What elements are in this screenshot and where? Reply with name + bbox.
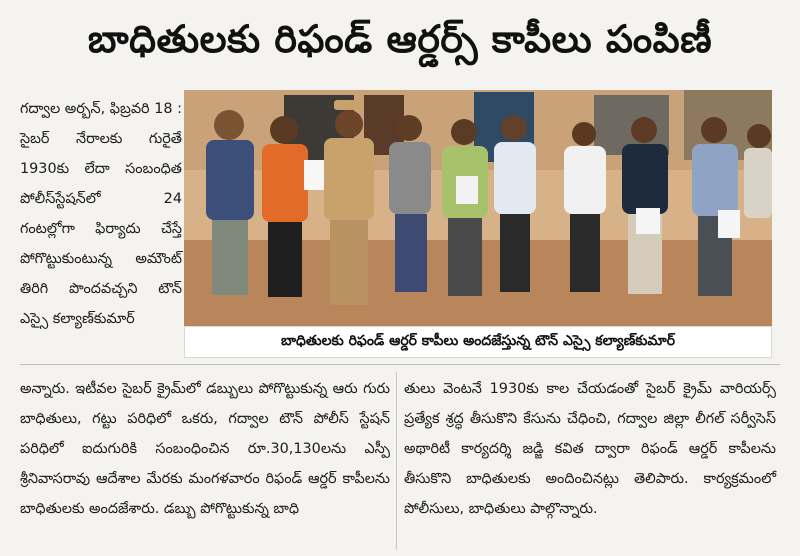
person-10 <box>744 124 772 218</box>
group-photo-illustration <box>184 90 772 326</box>
article-paragraph-intro: గద్వాల అర్బన్, ఫిబ్రవరి 18 : సైబర్ నేరాలకు గురైతే 1930కు లేదా సంబంధిత పోలీస్‌స్టేషన్‌లో 24 గంటల్లోగా ఫిర్యాదు చేస్తే పోగొట్టుకుంటున్న అమౌంట్ తిరిగి పొందవచ్చని టౌన్ ఎస్సై కల్యాణ్‌కుమార్ <box>20 101 182 327</box>
column-divider <box>396 372 397 550</box>
divider-horizontal <box>20 364 780 365</box>
photo-caption: బాధితులకు రిఫండ్ ఆర్డర్ కాపీలు అందజేస్తున్న టౌన్ ఎస్సై కల్యాణ్‌కుమార్ <box>184 326 772 358</box>
article-paragraph-left: అన్నారు. ఇటీవల సైబర్ క్రైమ్‌లో డబ్బులు పోగొట్టుకున్న ఆరు గురు బాధితులు, గట్టు పరిధిలో ఒకరు, గద్వాల టౌన్ పోలీస్ స్టేషన్ పరిధిలో ఐదుగురికి సంబంధించిన రూ.30,130లను ఎస్పీ శ్రీనివాసరావు ఆదేశాల మేరకు మంగళవారం రిఫండ్ ఆర్డర్ కాపీలను బాధితులకు అందజేశారు. డబ్బు పోగొట్టుకున్న బాధి <box>20 381 390 517</box>
news-photo <box>184 90 772 326</box>
headline: బాధితులకు రిఫండ్ ఆర్డర్స్ కాపీలు పంపిణీ <box>87 17 713 61</box>
article-paragraph-right: తులు వెంటనే 1930కు కాల చేయడంతో సైబర్ క్రైమ్ వారియర్స్ ప్రత్యేక శ్రద్ధ తీసుకొని కేసును చేధించి, గద్వాల జిల్లా లీగల్ సర్వీసెస్ అథారిటీ కార్యదర్శి జడ్జి కవిత ద్వారా రిఫండ్ ఆర్డర్ కాపీలను తీసుకొని బాధితులకు అందించినట్లు తెలిపారు. కార్యక్రమంలో పోలీసులు, బాధితులు పాల్గొన్నారు. <box>404 381 776 517</box>
person-7 <box>564 122 606 292</box>
